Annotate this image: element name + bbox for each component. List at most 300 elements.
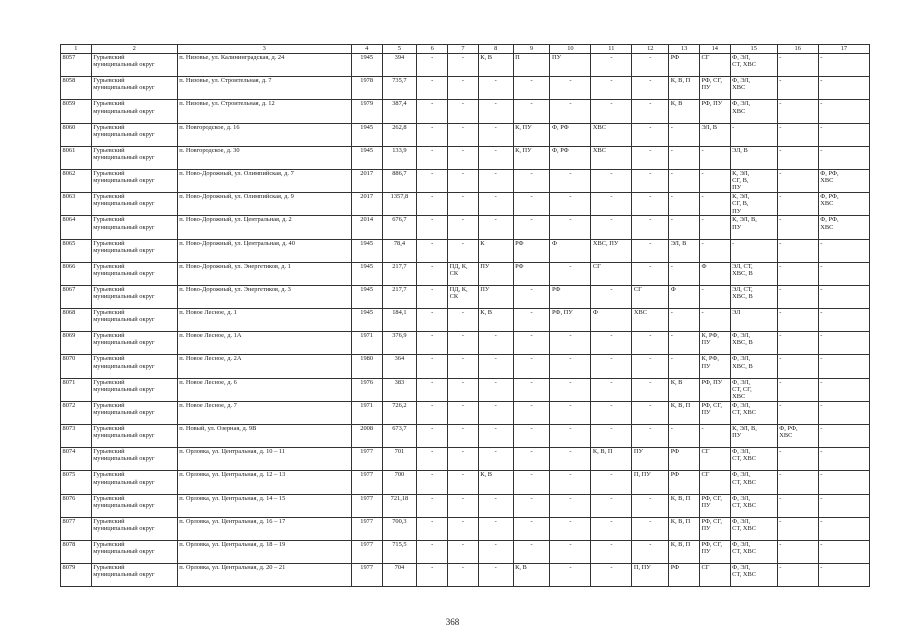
table-cell: - xyxy=(669,425,700,448)
table-cell: - xyxy=(699,239,730,262)
table-cell: 376,9 xyxy=(382,332,417,355)
table-cell: К, В xyxy=(478,471,513,494)
table-cell: - xyxy=(550,193,591,216)
column-header: 10 xyxy=(550,45,591,54)
table-cell: Гурьевский муниципальный округ xyxy=(91,54,177,77)
table-cell: Гурьевский муниципальный округ xyxy=(91,123,177,146)
column-header: 8 xyxy=(478,45,513,54)
table-cell: - xyxy=(591,401,632,424)
table-cell: - xyxy=(632,100,669,123)
table-cell: - xyxy=(730,239,777,262)
table-cell: - xyxy=(417,540,448,563)
table-cell: К xyxy=(478,239,513,262)
address-cell: п. Ново-Дорожный, ул. Олимпийская, д. 9 xyxy=(177,193,351,216)
table-cell: - xyxy=(777,285,818,308)
table-row xyxy=(61,169,870,192)
table-cell: 1945 xyxy=(351,285,382,308)
table-cell: - xyxy=(699,309,730,332)
table-cell: - xyxy=(591,517,632,540)
table-cell: - xyxy=(632,169,669,192)
row-number-cell: 8059 xyxy=(61,100,92,123)
table-row xyxy=(61,494,870,517)
table-cell: 262,8 xyxy=(382,123,417,146)
table-cell: - xyxy=(591,54,632,77)
housing-registry-table xyxy=(60,44,870,587)
row-number-cell: 8079 xyxy=(61,564,92,587)
row-number-cell: 8073 xyxy=(61,425,92,448)
table-cell: - xyxy=(417,123,448,146)
row-number-cell: 8078 xyxy=(61,540,92,563)
table-cell: - xyxy=(478,378,513,401)
table-row xyxy=(61,77,870,100)
table-cell: Ф, ЭЛ, СТ, ХВС xyxy=(730,401,777,424)
table-cell: 2014 xyxy=(351,216,382,239)
table-cell: - xyxy=(417,401,448,424)
table-cell: Ф, ЭЛ, СТ, ХВС xyxy=(730,54,777,77)
table-cell: - xyxy=(777,77,818,100)
table-cell: - xyxy=(699,425,730,448)
table-cell: К, ЭЛ, В, ПУ xyxy=(730,425,777,448)
table-cell: - xyxy=(591,355,632,378)
table-cell: К, РФ, ПУ xyxy=(699,332,730,355)
table-row xyxy=(61,146,870,169)
column-header: 5 xyxy=(382,45,417,54)
table-cell: - xyxy=(448,54,479,77)
table-cell: Гурьевский муниципальный округ xyxy=(91,100,177,123)
table-cell: 1971 xyxy=(351,401,382,424)
table-cell: Гурьевский муниципальный округ xyxy=(91,262,177,285)
table-cell: 217,7 xyxy=(382,285,417,308)
address-cell: п. Новгородское, д. 30 xyxy=(177,146,351,169)
table-cell: - xyxy=(669,216,700,239)
table-cell: Ф, ЭЛ, СТ, ХВС xyxy=(730,540,777,563)
table-cell: Ф, ЭЛ, ХВС, В xyxy=(730,355,777,378)
table-cell: - xyxy=(448,448,479,471)
column-header: 6 xyxy=(417,45,448,54)
address-cell: п. Новгородское, д. 16 xyxy=(177,123,351,146)
table-cell: - xyxy=(417,285,448,308)
table-cell: - xyxy=(777,448,818,471)
page-number: 368 xyxy=(445,617,460,627)
table-cell: - xyxy=(669,355,700,378)
table-cell: - xyxy=(478,355,513,378)
table-cell: - xyxy=(818,425,869,448)
table-row xyxy=(61,378,870,401)
table-cell: - xyxy=(478,425,513,448)
table-row xyxy=(61,332,870,355)
table-cell: - xyxy=(448,517,479,540)
table-cell: - xyxy=(448,309,479,332)
table-cell: - xyxy=(591,285,632,308)
table-cell: - xyxy=(818,448,869,471)
table-cell: - xyxy=(550,425,591,448)
table-cell: 383 xyxy=(382,378,417,401)
table-cell: РФ, СГ, ПУ xyxy=(699,517,730,540)
table-cell: - xyxy=(513,540,550,563)
table-cell: - xyxy=(448,401,479,424)
table-cell: - xyxy=(417,239,448,262)
table-cell: - xyxy=(818,239,869,262)
table-cell: - xyxy=(417,100,448,123)
table-cell: 1945 xyxy=(351,146,382,169)
table-cell: 701 xyxy=(382,448,417,471)
table-cell: - xyxy=(550,564,591,587)
table-cell: ПУ xyxy=(478,262,513,285)
table-cell: - xyxy=(818,332,869,355)
table-cell: 217,7 xyxy=(382,262,417,285)
column-header: 4 xyxy=(351,45,382,54)
table-cell: ХВС xyxy=(632,309,669,332)
table-cell: - xyxy=(448,216,479,239)
row-number-cell: 8074 xyxy=(61,448,92,471)
table-cell: - xyxy=(478,564,513,587)
table-cell: 1977 xyxy=(351,517,382,540)
row-number-cell: 8064 xyxy=(61,216,92,239)
address-cell: п. Орловка, ул. Центральная, д. 18 – 19 xyxy=(177,540,351,563)
table-cell: Гурьевский муниципальный округ xyxy=(91,285,177,308)
table-cell: СГ xyxy=(699,54,730,77)
table-cell: РФ, СГ, ПУ xyxy=(699,540,730,563)
address-cell: п. Орловка, ул. Центральная, д. 16 – 17 xyxy=(177,517,351,540)
table-cell: К, В, П xyxy=(669,517,700,540)
table-cell: - xyxy=(448,425,479,448)
table-cell: - xyxy=(478,169,513,192)
table-cell: СГ xyxy=(699,448,730,471)
table-cell: 1977 xyxy=(351,471,382,494)
table-cell: - xyxy=(513,309,550,332)
address-cell: п. Новое Лесное, д. 7 xyxy=(177,401,351,424)
table-cell: Ф, ЭЛ, СТ, СГ, ХВС xyxy=(730,378,777,401)
address-cell: п. Орловка, ул. Центральная, д. 12 – 13 xyxy=(177,471,351,494)
table-cell: - xyxy=(591,378,632,401)
table-cell: - xyxy=(550,332,591,355)
table-cell: - xyxy=(417,262,448,285)
table-cell: - xyxy=(777,517,818,540)
table-cell: 715,5 xyxy=(382,540,417,563)
table-cell: - xyxy=(550,401,591,424)
table-cell: ПД, К, СК xyxy=(448,262,479,285)
table-cell: - xyxy=(669,123,700,146)
row-number-cell: 8069 xyxy=(61,332,92,355)
table-row xyxy=(61,564,870,587)
table-cell: 1976 xyxy=(351,378,382,401)
table-cell: Гурьевский муниципальный округ xyxy=(91,494,177,517)
table-cell: - xyxy=(513,425,550,448)
table-cell: Гурьевский муниципальный округ xyxy=(91,239,177,262)
table-row xyxy=(61,540,870,563)
table-cell: Ф, РФ xyxy=(550,146,591,169)
table-cell: 1971 xyxy=(351,332,382,355)
table-cell: - xyxy=(448,494,479,517)
table-cell: ХВС xyxy=(591,123,632,146)
table-cell: П, ПУ xyxy=(632,471,669,494)
table-cell: РФ, СГ, ПУ xyxy=(699,401,730,424)
table-cell: - xyxy=(478,332,513,355)
table-cell: - xyxy=(513,471,550,494)
table-cell: - xyxy=(777,378,818,401)
table-cell: ПД, К, СК xyxy=(448,285,479,308)
table-cell: 676,7 xyxy=(382,216,417,239)
table-cell: Гурьевский муниципальный округ xyxy=(91,193,177,216)
table-cell: К, В, П xyxy=(669,401,700,424)
row-number-cell: 8066 xyxy=(61,262,92,285)
row-number-cell: 8072 xyxy=(61,401,92,424)
table-row xyxy=(61,517,870,540)
table-cell: - xyxy=(669,332,700,355)
table-cell: 1945 xyxy=(351,262,382,285)
table-cell: - xyxy=(591,425,632,448)
table-cell: - xyxy=(448,169,479,192)
table-cell: - xyxy=(818,77,869,100)
table-cell: - xyxy=(513,169,550,192)
table-cell: - xyxy=(513,448,550,471)
row-number-cell: 8057 xyxy=(61,54,92,77)
table-cell: - xyxy=(478,494,513,517)
table-cell: Гурьевский муниципальный округ xyxy=(91,309,177,332)
table-cell: РФ, ПУ xyxy=(550,309,591,332)
column-header: 12 xyxy=(632,45,669,54)
table-cell: ПУ xyxy=(632,448,669,471)
table-row xyxy=(61,239,870,262)
table-cell: Гурьевский муниципальный округ xyxy=(91,471,177,494)
table-cell: 184,1 xyxy=(382,309,417,332)
table-cell: - xyxy=(417,77,448,100)
table-cell: - xyxy=(632,123,669,146)
table-cell: - xyxy=(448,355,479,378)
table-cell: - xyxy=(513,193,550,216)
table-cell: - xyxy=(669,309,700,332)
table-cell: Ф xyxy=(699,262,730,285)
table-cell: 1945 xyxy=(351,239,382,262)
table-cell: - xyxy=(448,123,479,146)
table-row xyxy=(61,401,870,424)
table-cell: - xyxy=(513,77,550,100)
row-number-cell: 8076 xyxy=(61,494,92,517)
table-cell: - xyxy=(632,355,669,378)
table-cell: - xyxy=(550,169,591,192)
table-cell: - xyxy=(550,355,591,378)
table-cell: К, В xyxy=(478,309,513,332)
table-cell: - xyxy=(777,401,818,424)
table-cell: Ф xyxy=(591,309,632,332)
table-cell: - xyxy=(818,378,869,401)
table-cell: РФ xyxy=(669,471,700,494)
table-cell: - xyxy=(777,123,818,146)
table-cell: - xyxy=(777,146,818,169)
row-number-cell: 8067 xyxy=(61,285,92,308)
table-cell: - xyxy=(699,285,730,308)
address-cell: п. Орловка, ул. Центральная, д. 14 – 15 xyxy=(177,494,351,517)
table-cell: - xyxy=(448,146,479,169)
table-cell: - xyxy=(777,564,818,587)
table-cell: - xyxy=(591,169,632,192)
table-cell: Ф, ЭЛ, СТ, ХВС xyxy=(730,494,777,517)
address-cell: п. Низовье, ул. Строительная, д. 12 xyxy=(177,100,351,123)
table-row xyxy=(61,355,870,378)
table-cell: 133,9 xyxy=(382,146,417,169)
table-cell: Гурьевский муниципальный округ xyxy=(91,146,177,169)
table-cell: - xyxy=(417,494,448,517)
table-cell: - xyxy=(478,216,513,239)
table-cell: 735,7 xyxy=(382,77,417,100)
table-cell: - xyxy=(591,564,632,587)
table-cell: РФ, СГ, ПУ xyxy=(699,494,730,517)
table-cell: - xyxy=(730,123,777,146)
column-header: 7 xyxy=(448,45,479,54)
table-cell: - xyxy=(550,100,591,123)
table-cell: ЭЛ, В xyxy=(699,123,730,146)
table-cell: РФ, СГ, ПУ xyxy=(699,77,730,100)
table-cell: К, ПУ xyxy=(513,123,550,146)
table-cell: - xyxy=(632,378,669,401)
row-number-cell: 8058 xyxy=(61,77,92,100)
table-cell: - xyxy=(669,262,700,285)
table-cell: - xyxy=(417,332,448,355)
table-cell: 1978 xyxy=(351,77,382,100)
column-header: 17 xyxy=(818,45,869,54)
table-cell: К, ЭЛ, В, ПУ xyxy=(730,216,777,239)
table-cell: - xyxy=(550,494,591,517)
table-cell: - xyxy=(417,355,448,378)
row-number-cell: 8075 xyxy=(61,471,92,494)
table-cell: Ф, ЭЛ, СТ, ХВС xyxy=(730,448,777,471)
table-cell: - xyxy=(550,378,591,401)
table-cell: 700,3 xyxy=(382,517,417,540)
table-cell: - xyxy=(550,262,591,285)
table-cell: К, В, П xyxy=(591,448,632,471)
table-cell: РФ xyxy=(669,564,700,587)
table-cell: К, В xyxy=(513,564,550,587)
table-row xyxy=(61,309,870,332)
address-cell: п. Орловка, ул. Центральная, д. 20 – 21 xyxy=(177,564,351,587)
table-cell: - xyxy=(448,471,479,494)
table-cell: РФ xyxy=(513,262,550,285)
table-cell: Гурьевский муниципальный округ xyxy=(91,77,177,100)
address-cell: п. Орловка, ул. Центральная, д. 10 – 11 xyxy=(177,448,351,471)
table-cell: - xyxy=(818,146,869,169)
table-row xyxy=(61,54,870,77)
table-cell: - xyxy=(448,564,479,587)
row-number-cell: 8077 xyxy=(61,517,92,540)
table-cell: К, В xyxy=(478,54,513,77)
table-cell: - xyxy=(777,216,818,239)
table-cell: - xyxy=(417,216,448,239)
table-cell: ХВС xyxy=(591,146,632,169)
table-cell: - xyxy=(513,378,550,401)
table-cell: 2017 xyxy=(351,169,382,192)
table-cell: 364 xyxy=(382,355,417,378)
table-cell: - xyxy=(777,193,818,216)
table-cell: - xyxy=(777,494,818,517)
table-cell: - xyxy=(478,146,513,169)
table-cell: 2017 xyxy=(351,193,382,216)
table-cell: - xyxy=(417,378,448,401)
table-cell: - xyxy=(777,332,818,355)
table-cell: 886,7 xyxy=(382,169,417,192)
table-cell: Ф, РФ, ХВС xyxy=(818,169,869,192)
table-cell: - xyxy=(669,193,700,216)
table-cell: Ф, РФ, ХВС xyxy=(777,425,818,448)
table-cell: - xyxy=(632,425,669,448)
table-cell: - xyxy=(699,193,730,216)
table-row xyxy=(61,448,870,471)
table-cell: - xyxy=(632,54,669,77)
table-cell: - xyxy=(777,309,818,332)
address-cell: п. Новое Лесное, д. 2А xyxy=(177,355,351,378)
table-cell: - xyxy=(478,193,513,216)
table-cell: - xyxy=(818,564,869,587)
table-cell: 1945 xyxy=(351,309,382,332)
table-cell: - xyxy=(513,355,550,378)
table-cell: СГ xyxy=(591,262,632,285)
table-cell: - xyxy=(818,54,869,77)
table-cell: 1977 xyxy=(351,448,382,471)
table-cell: - xyxy=(417,169,448,192)
table-cell: СГ xyxy=(632,285,669,308)
table-cell: - xyxy=(632,216,669,239)
table-cell: ЭЛ, В xyxy=(730,146,777,169)
table-cell: - xyxy=(632,262,669,285)
table-cell: - xyxy=(632,540,669,563)
table-cell: П, ПУ xyxy=(632,564,669,587)
table-cell: - xyxy=(550,471,591,494)
address-cell: п. Новый, ул. Озерная, д. 9В xyxy=(177,425,351,448)
table-cell: - xyxy=(818,517,869,540)
table-row xyxy=(61,262,870,285)
table-cell: Ф xyxy=(669,285,700,308)
table-cell: - xyxy=(478,77,513,100)
table-cell: - xyxy=(448,378,479,401)
table-cell: - xyxy=(513,494,550,517)
column-header: 11 xyxy=(591,45,632,54)
table-row xyxy=(61,425,870,448)
table-cell: - xyxy=(818,262,869,285)
table-cell: К, В xyxy=(669,100,700,123)
table-cell: - xyxy=(448,540,479,563)
table-cell: - xyxy=(417,425,448,448)
table-cell: - xyxy=(632,146,669,169)
column-header: 3 xyxy=(177,45,351,54)
table-cell: - xyxy=(417,448,448,471)
table-cell: - xyxy=(777,54,818,77)
row-number-cell: 8070 xyxy=(61,355,92,378)
table-cell: Ф, РФ xyxy=(550,123,591,146)
table-cell: 1980 xyxy=(351,355,382,378)
table-cell: - xyxy=(448,193,479,216)
table-cell: 78,4 xyxy=(382,239,417,262)
table-cell: К, В, П xyxy=(669,494,700,517)
address-cell: п. Ново-Дорожный, ул. Энергетиков, д. 1 xyxy=(177,262,351,285)
table-cell: 1979 xyxy=(351,100,382,123)
address-cell: п. Ново-Дорожный, ул. Центральная, д. 40 xyxy=(177,239,351,262)
address-cell: п. Новое Лесное, д. 1 xyxy=(177,309,351,332)
table-cell: - xyxy=(591,332,632,355)
table-cell: - xyxy=(818,100,869,123)
address-cell: п. Новое Лесное, д. 1А xyxy=(177,332,351,355)
table-cell: - xyxy=(591,100,632,123)
table-cell: ПУ xyxy=(550,54,591,77)
table-cell: К, В, П xyxy=(669,77,700,100)
table-cell: - xyxy=(632,401,669,424)
table-cell: Гурьевский муниципальный округ xyxy=(91,517,177,540)
table-cell: - xyxy=(550,517,591,540)
table-cell: - xyxy=(417,309,448,332)
table-cell: - xyxy=(818,494,869,517)
row-number-cell: 8062 xyxy=(61,169,92,192)
table-header-row xyxy=(61,45,870,54)
table-cell: П xyxy=(513,54,550,77)
column-header: 2 xyxy=(91,45,177,54)
